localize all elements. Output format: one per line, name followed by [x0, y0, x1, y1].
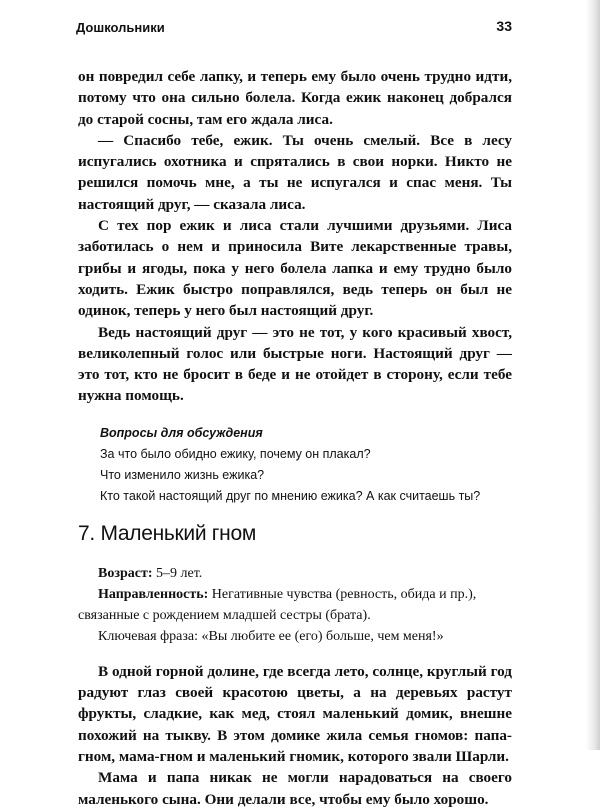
section-name: Дошкольники [76, 20, 165, 35]
paragraph: С тех пор ежик и лиса стали лучшими друзьями. Лиса заботилась о нем и приносила Вите лекарственные травы, грибы и ягоды, пока у него болела лапка и ему трудно было ходить. Ежик быстро поправлялся, ведь теперь он был не одинок, теперь у него был настоящий друг. [78, 217, 512, 320]
story-paragraph: В одной горной долине, где всегда лето, солнце, круглый год радуют глаз своей красотою цветы, а на деревьях растут фрукты, сладкие, как мед, стоял маленький домик, внешне похожий на тыкву. В этом домике жила семья гномов: папа-гном, мама-гном и маленький гномик, которого звали Шарли. [78, 662, 512, 765]
page-edge-shadow [586, 0, 600, 750]
focus-line-cont: связанные с рождением младшей сестры (брата). [78, 607, 371, 623]
age-label: Возраст: [98, 565, 153, 581]
chapter-meta [78, 563, 512, 647]
focus-line [78, 584, 512, 605]
phrase-label: Ключевая фраза: [98, 628, 199, 644]
discussion-questions [78, 423, 512, 507]
question-item: Что изменило жизнь ежика? [100, 467, 265, 482]
phrase-value: «Вы любите ее (его) больше, чем меня!» [201, 628, 444, 644]
question-item: Кто такой настоящий друг по мнению ежика? А как считаешь ты? [100, 488, 481, 503]
paragraph: Ведь настоящий друг — это не тот, у кого красивый хвост, великолепный голос или быстрые ноги. Настоящий друг — это тот, кто не бросит в беде и не отойдет в сторону, если тебе нужна помощь. [78, 323, 512, 405]
story-body [78, 661, 512, 810]
story-paragraph: Мама и папа никак не могли нарадоваться на своего маленького сына. Они делали все, чтобы ему было хорошо. [78, 769, 512, 808]
paragraph: он повредил себе лапку, и теперь ему было очень трудно идти, потому что она сильно болела. Когда ежик наконец добрался до старой сосны, там его ждала лиса. [78, 68, 512, 128]
chapter-title: 7. Маленький гном [78, 521, 256, 545]
focus-label: Направленность: [98, 586, 209, 602]
phrase-line [78, 626, 512, 647]
page-header [76, 18, 512, 38]
question-item: За что было обидно ежику, почему он плакал? [100, 446, 371, 461]
page-number: 33 [496, 18, 512, 34]
paragraph: — Спасибо тебе, ежик. Ты очень смелый. Все в лесу испугались охотника и спрятались в свои норки. Никто не решился помочь мне, а ты не испугался и спас меня. Ты настоящий друг, — сказала лиса. [78, 131, 512, 213]
page-body [78, 66, 512, 810]
age-line [78, 563, 512, 584]
focus-value: Негативные чувства (ревность, обида и пр.), [211, 586, 477, 602]
age-value: 5–9 лет. [156, 565, 203, 581]
questions-title: Вопросы для обсуждения [100, 425, 263, 440]
